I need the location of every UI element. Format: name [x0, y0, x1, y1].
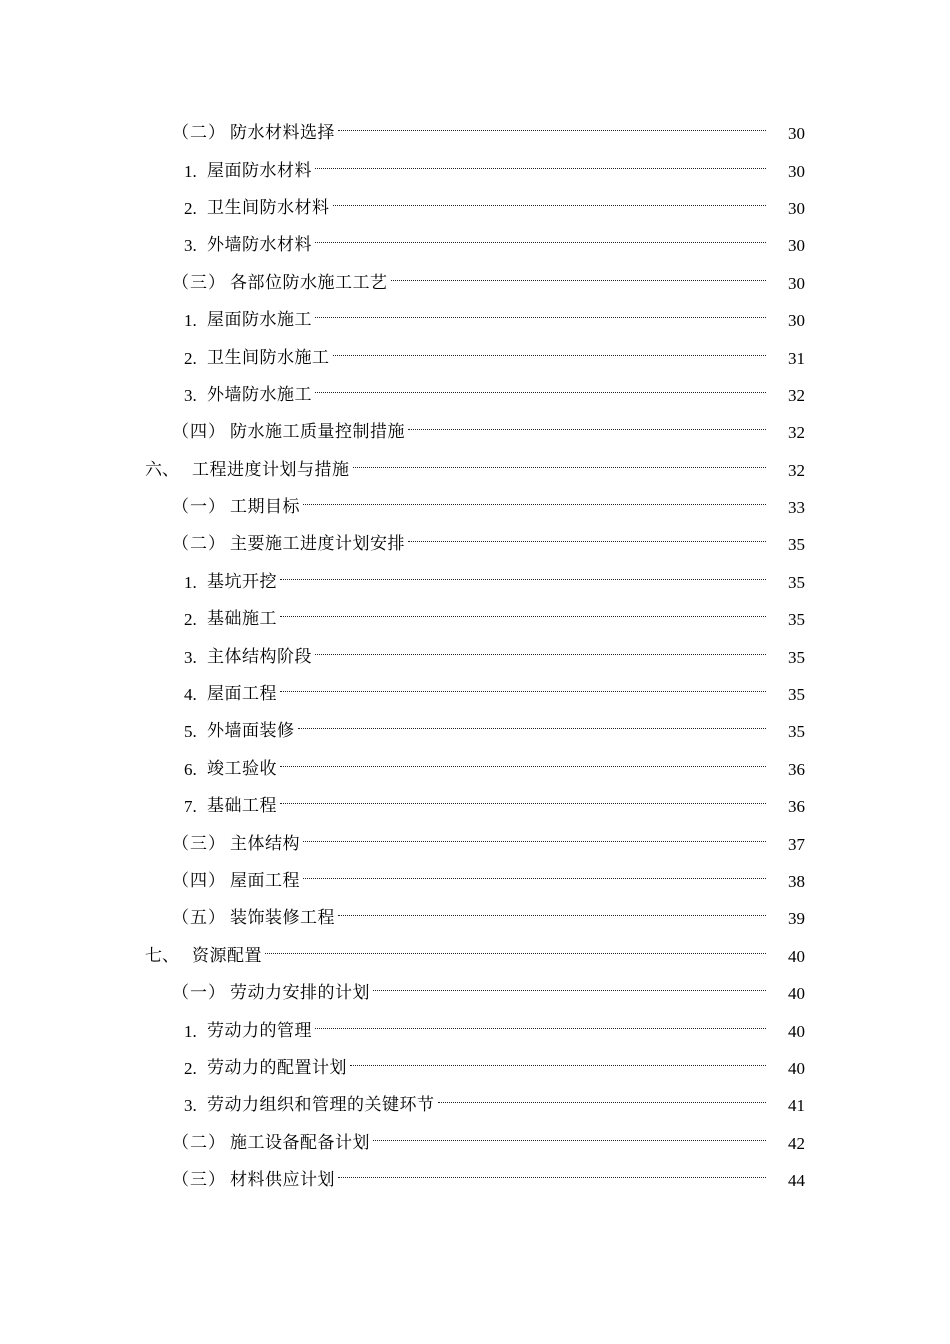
toc-dot-leader: [303, 503, 766, 505]
toc-entry-number: 七、: [145, 945, 179, 966]
toc-dot-leader: [265, 952, 766, 954]
toc-entry-title: 外墙防水施工: [207, 384, 312, 405]
toc-entry-page-number: 40: [788, 1021, 805, 1041]
toc-entry-page-number: 39: [788, 909, 805, 929]
toc-entry-title: 主体结构: [230, 833, 300, 854]
toc-entry[interactable]: [0, 115, 950, 152]
toc-dot-leader: [315, 167, 766, 169]
toc-entry-number: 3.: [184, 647, 197, 667]
toc-dot-leader: [303, 840, 766, 842]
toc-entry-body: [207, 197, 950, 218]
toc-entry-title: 工期目标: [230, 497, 300, 518]
toc-entry-body: [207, 611, 950, 628]
toc-entry-page-number: 40: [788, 984, 805, 1004]
toc-entry-page-number: 30: [788, 124, 805, 144]
toc-dot-leader: [338, 1176, 766, 1178]
toc-entry-title: 卫生间防水材料: [207, 197, 330, 218]
toc-entry-page-number: 35: [788, 572, 805, 592]
toc-entry[interactable]: [0, 152, 950, 189]
toc-entry-body: [207, 312, 950, 329]
toc-entry-page-number: 35: [788, 685, 805, 705]
toc-dot-leader: [338, 914, 766, 916]
toc-entry-number: （四）: [172, 422, 226, 443]
toc-entry-page-number: 41: [788, 1096, 805, 1116]
toc-entry[interactable]: [0, 788, 950, 825]
toc-entry-body: [192, 945, 950, 966]
toc-entry-body: [207, 347, 950, 368]
toc-entry-page-number: 32: [788, 460, 805, 480]
toc-entry-body: [230, 985, 950, 1002]
toc-entry-number: （三）: [172, 833, 226, 854]
toc-entry-title: 防水施工质量控制措施: [230, 422, 405, 443]
toc-entry-title: 各部位防水施工工艺: [230, 272, 388, 293]
toc-entry-body: [207, 571, 950, 592]
toc-entry-page-number: 30: [788, 161, 805, 181]
toc-entry-body: [230, 424, 950, 441]
toc-entry[interactable]: [0, 1050, 950, 1087]
toc-entry[interactable]: [0, 265, 950, 302]
toc-entry-title: 基础工程: [207, 796, 277, 817]
toc-entry[interactable]: [0, 564, 950, 601]
toc-entry-body: [207, 646, 950, 667]
toc-dot-leader: [298, 727, 767, 729]
toc-entry-number: （二）: [172, 123, 226, 144]
toc-entry-page-number: 33: [788, 498, 805, 518]
toc-entry[interactable]: [0, 1125, 950, 1162]
toc-entry-page-number: 31: [788, 348, 805, 368]
toc-entry-number: 3.: [184, 236, 197, 256]
toc-entry-page-number: 30: [788, 311, 805, 331]
toc-dot-leader: [373, 989, 766, 991]
toc-dot-leader: [280, 690, 766, 692]
toc-entry-title: 屋面工程: [230, 871, 300, 891]
toc-entry[interactable]: [0, 227, 950, 264]
toc-entry-number: 1.: [184, 1021, 197, 1041]
toc-dot-leader: [333, 354, 767, 356]
toc-entry-title: 屋面防水施工: [207, 310, 312, 331]
toc-entry-number: 3.: [184, 1096, 197, 1116]
toc-entry-title: 主体结构阶段: [207, 646, 312, 667]
toc-entry-page-number: 36: [788, 759, 805, 779]
toc-entry[interactable]: [0, 713, 950, 750]
toc-entry-title: 劳动力的管理: [207, 1020, 312, 1041]
toc-entry-page-number: 35: [788, 647, 805, 667]
toc-entry-title: 屋面防水材料: [207, 160, 312, 181]
toc-entry[interactable]: [0, 190, 950, 227]
toc-entry-body: [207, 384, 950, 405]
toc-entry-body: [207, 723, 950, 740]
toc-entry[interactable]: [0, 414, 950, 451]
toc-entry-body: [230, 1132, 950, 1153]
toc-entry-title: 劳动力安排的计划: [230, 983, 370, 1004]
toc-entry-title: 资源配置: [192, 945, 262, 966]
toc-dot-leader: [353, 466, 767, 468]
toc-entry-body: [230, 272, 950, 293]
toc-entry-title: 工程进度计划与措施: [192, 459, 350, 480]
toc-entry-number: 1.: [184, 161, 197, 181]
toc-entry-number: （四）: [172, 871, 226, 891]
toc-entry-number: 2.: [184, 348, 197, 368]
toc-entry-page-number: 42: [788, 1133, 805, 1153]
toc-dot-leader: [408, 428, 766, 430]
toc-entry-title: 外墙面装修: [207, 721, 295, 742]
toc-entry-number: （一）: [172, 497, 226, 518]
toc-entry-number: 6.: [184, 759, 197, 779]
toc-dot-leader: [280, 802, 766, 804]
toc-entry-title: 劳动力组织和管理的关键环节: [207, 1095, 435, 1116]
toc-entry-number: （三）: [172, 1170, 226, 1191]
toc-dot-leader: [315, 316, 766, 318]
toc-entry-number: 2.: [184, 1058, 197, 1078]
toc-entry-number: （二）: [172, 1132, 226, 1153]
toc-entry-number: 2.: [184, 610, 197, 630]
toc-entry[interactable]: [0, 863, 950, 900]
toc-entry-body: [207, 237, 950, 254]
toc-entry-page-number: 40: [788, 1058, 805, 1078]
toc-dot-leader: [391, 279, 767, 281]
toc-dot-leader: [303, 877, 766, 879]
toc-entry-number: 4.: [184, 685, 197, 705]
toc-dot-leader: [350, 1064, 766, 1066]
toc-entry[interactable]: [0, 489, 950, 526]
toc-entry-body: [207, 1020, 950, 1041]
toc-dot-leader: [280, 765, 766, 767]
toc-entry[interactable]: [0, 526, 950, 563]
toc-entry-page-number: 30: [788, 198, 805, 218]
toc-entry-title: 主要施工进度计划安排: [230, 534, 405, 555]
toc-entry-title: 基础施工: [207, 609, 277, 630]
toc-entry-body: [207, 1057, 950, 1078]
toc-entry-page-number: 36: [788, 797, 805, 817]
toc-dot-leader: [333, 204, 767, 206]
toc-dot-leader: [438, 1101, 767, 1103]
toc-entry-number: （五）: [172, 908, 226, 929]
toc-entry-body: [207, 798, 950, 815]
toc-entry-title: 卫生间防水施工: [207, 347, 330, 368]
toc-dot-leader: [315, 1027, 766, 1029]
toc-entry[interactable]: [0, 638, 950, 675]
toc-entry-number: （二）: [172, 534, 226, 555]
toc-dot-leader: [373, 1139, 766, 1141]
toc-entry-number: 1.: [184, 572, 197, 592]
toc-entry-title: 基坑开挖: [207, 571, 277, 592]
toc-entry[interactable]: [0, 601, 950, 638]
toc-entry-body: [230, 873, 950, 890]
toc-entry-title: 屋面工程: [207, 684, 277, 705]
toc-entry-title: 劳动力的配置计划: [207, 1057, 347, 1078]
toc-entry-number: 7.: [184, 797, 197, 817]
toc-dot-leader: [280, 578, 766, 580]
toc-entry-body: [230, 536, 950, 553]
toc-entry-number: 5.: [184, 722, 197, 742]
table-of-contents: [0, 115, 950, 1199]
toc-entry-body: [192, 459, 950, 480]
toc-entry[interactable]: [0, 676, 950, 713]
toc-entry-page-number: 32: [788, 385, 805, 405]
toc-entry-number: （一）: [172, 983, 226, 1004]
toc-entry-body: [207, 160, 950, 181]
toc-entry-page-number: 37: [788, 834, 805, 854]
toc-entry-page-number: 40: [788, 946, 805, 966]
toc-entry[interactable]: [0, 1162, 950, 1199]
toc-dot-leader: [315, 241, 766, 243]
toc-entry[interactable]: [0, 377, 950, 414]
toc-entry-body: [207, 758, 950, 779]
toc-entry-page-number: 35: [788, 722, 805, 742]
toc-entry-title: 竣工验收: [207, 758, 277, 779]
toc-entry-body: [230, 833, 950, 854]
toc-entry[interactable]: [0, 1012, 950, 1049]
toc-entry-title: 防水材料选择: [230, 123, 335, 144]
toc-entry[interactable]: [0, 975, 950, 1012]
toc-entry-page-number: 44: [788, 1171, 805, 1191]
toc-dot-leader: [315, 653, 766, 655]
toc-entry-page-number: 38: [788, 872, 805, 891]
toc-dot-leader: [408, 540, 766, 542]
toc-entry-body: [230, 910, 950, 927]
toc-entry-title: 材料供应计划: [230, 1170, 335, 1191]
toc-entry[interactable]: [0, 1087, 950, 1124]
toc-dot-leader: [315, 391, 766, 393]
toc-entry-number: 1.: [184, 311, 197, 331]
toc-entry[interactable]: [0, 900, 950, 937]
toc-entry-page-number: 30: [788, 236, 805, 256]
toc-entry-number: （三）: [172, 272, 226, 293]
toc-entry-page-number: 35: [788, 535, 805, 555]
toc-dot-leader: [280, 615, 766, 617]
toc-dot-leader: [338, 129, 766, 131]
toc-entry[interactable]: [0, 938, 950, 975]
toc-entry[interactable]: [0, 302, 950, 339]
toc-entry-body: [230, 499, 950, 516]
toc-entry-body: [230, 125, 950, 142]
toc-entry-page-number: 30: [788, 273, 805, 293]
toc-entry-page-number: 35: [788, 610, 805, 630]
toc-entry-page-number: 32: [788, 423, 805, 443]
toc-entry-body: [207, 686, 950, 703]
toc-entry[interactable]: [0, 825, 950, 862]
toc-entry-body: [207, 1097, 950, 1114]
toc-entry[interactable]: [0, 751, 950, 788]
toc-entry-body: [230, 1172, 950, 1189]
toc-entry-title: 装饰装修工程: [230, 908, 335, 929]
toc-entry-title: 外墙防水材料: [207, 235, 312, 256]
toc-entry-title: 施工设备配备计划: [230, 1132, 370, 1153]
toc-entry-number: 2.: [184, 198, 197, 218]
toc-entry-number: 六、: [145, 459, 179, 480]
toc-entry[interactable]: [0, 339, 950, 376]
toc-entry[interactable]: [0, 452, 950, 489]
toc-entry-number: 3.: [184, 385, 197, 405]
